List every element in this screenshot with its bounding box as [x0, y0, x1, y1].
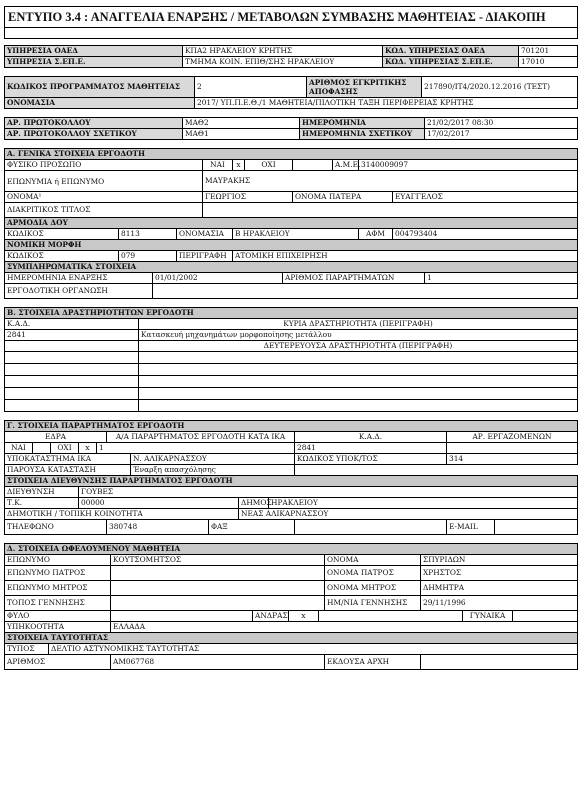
employer-surname-label: ΕΠΩΝΥΜΙΑ ή ΕΠΩΝΥΜΟ [5, 171, 203, 192]
main-activity-label: ΚΥΡΙΑ ΔΡΑΣΤΗΡΙΟΤΗΤΑ (ΠΕΡΙΓΡΑΦΗ) [139, 319, 578, 330]
sub-code-value[interactable]: 314 [447, 454, 578, 465]
father-surname-label: ΕΠΩΝΥΜΟ ΠΑΤΡΟΣ [5, 566, 111, 581]
mother-surname-value[interactable] [111, 581, 325, 596]
app-surname[interactable]: ΚΟΥΤΣΟΜΗΤΣΟΣ [111, 555, 325, 566]
program-code[interactable]: 2 [195, 77, 307, 98]
ika-label: ΥΠΟΚΑΤΑΣΤΗΜΑ ΙΚΑ [5, 454, 131, 465]
program-name[interactable]: 2017/ ΥΠ.Π.Ε.Θ./1 ΜΑΘΗΤΕΙΑ/ΠΙΛΟΤΙΚΗ ΤΑΞΗ ΠΕΡΙΦΕΡΕΙΑΣ ΚΡΗΤΗΣ [195, 98, 578, 109]
sex-label: ΦΥΛΟ [5, 611, 111, 622]
form-page [4, 6, 578, 670]
sub-code-label: ΚΩΔΙΚΟΣ ΥΠΟΚ/ΤΟΣ [295, 454, 447, 465]
branch-kad-label: Κ.Α.Δ. [295, 432, 447, 443]
female-label: ΓΥΝΑΙΚΑ [463, 611, 513, 622]
male-label: ΑΝΔΡΑΣ [253, 611, 289, 622]
org-value[interactable] [153, 284, 578, 299]
id-type-value[interactable]: ΔΕΛΤΙΟ ΑΣΤΥΝΟΜΙΚΗΣ ΤΑΥΤΟΤΗΤΑΣ [49, 644, 578, 655]
kad-label: Κ.Α.Δ. [5, 319, 139, 330]
natural-no-label: ΟΧΙ [245, 160, 293, 171]
protocol-no-label: ΑΡ. ΠΡΩΤΟΚΟΛΛΟΥ [5, 118, 183, 129]
branches-value[interactable]: 1 [425, 273, 578, 284]
id-type-label: ΤΥΠΟΣ [5, 644, 49, 655]
legal-code[interactable]: 079 [119, 251, 177, 262]
protocol-date[interactable]: 21/02/2017 08:30 [425, 118, 578, 129]
legal-form-section-title: ΝΟΜΙΚΗ ΜΟΡΦΗ [5, 240, 578, 251]
doy-code-label: ΚΩΔΙΚΟΣ [5, 229, 119, 240]
employer-table [4, 148, 578, 299]
protocol-rel-date[interactable]: 17/02/2017 [425, 129, 578, 140]
org-label: ΕΡΓΟΔΟΤΙΚΗ ΟΡΓΑΝΩΣΗ [5, 284, 153, 299]
distinct-title-value[interactable] [203, 203, 578, 218]
secondary-kad-2[interactable] [5, 364, 139, 376]
secondary-kad-3[interactable] [5, 376, 139, 388]
distinct-title-label: ΔΙΑΚΡΙΤΙΚΟΣ ΤΙΤΛΟΣ [5, 203, 203, 218]
id-authority-value[interactable] [421, 655, 578, 670]
sex-blank [111, 611, 253, 622]
id-authority-label: ΕΚΔΟΥΣΑ ΑΡΧΗ [325, 655, 421, 670]
father-name-label: ΟΝΟΜΑ ΠΑΤΡΟΣ [325, 566, 421, 581]
mother-name[interactable]: ΔΗΜΗΤΡΑ [421, 581, 578, 596]
status-label: ΠΑΡΟΥΣΑ ΚΑΤΑΣΤΑΣΗ [5, 465, 131, 476]
birthplace-label: ΤΟΠΟΣ ΓΕΝΝΗΣΗΣ [5, 596, 111, 611]
id-section-title: ΣΤΟΙΧΕΙΑ ΤΑΥΤΟΤΗΤΑΣ [5, 633, 578, 644]
service-table [4, 45, 578, 68]
community-label: ΔΗΜΟΤΙΚΗ / ΤΟΠΙΚΗ ΚΟΙΝΟΤΗΤΑ [5, 509, 239, 520]
oaed-value[interactable]: ΚΠΑ2 ΗΡΑΚΛΕΙΟΥ ΚΡΗΤΗΣ [183, 46, 383, 57]
branch-aa-label: Α/Α ΠΑΡΑΡΤΗΜΑΤΟΣ ΕΡΓΟΔΟΤΗ ΚΑΤΑ ΙΚΑ [107, 432, 295, 443]
activities-table [4, 307, 578, 412]
dimos-label: ΔΗΜΟΣ [239, 498, 269, 509]
employer-section-title: Α. ΓΕΝΙΚΑ ΣΤΟΙΧΕΙΑ ΕΡΓΟΔΟΤΗ [5, 149, 578, 160]
natural-person-label: ΦΥΣΙΚΟ ΠΡΟΣΩΠΟ [5, 160, 203, 171]
community-value[interactable]: ΝΕΑΣ ΑΛΙΚΑΡΝΑΣΣΟΥ [239, 509, 578, 520]
legal-descr[interactable]: ΑΤΟΜΙΚΗ ΕΠΙΧΕΙΡΗΣΗ [233, 251, 578, 262]
tk-value[interactable]: 00000 [79, 498, 239, 509]
decision-value[interactable]: 217890/ΙΤ4/2020.12.2016 (ΤΕΣΤ) [422, 77, 578, 98]
mother-surname-label: ΕΠΩΝΥΜΟ ΜΗΤΡΟΣ [5, 581, 111, 596]
father-name[interactable]: ΧΡΗΣΤΟΣ [421, 566, 578, 581]
email-value[interactable] [495, 520, 578, 535]
main-activity-value[interactable]: Κατασκευή μηχανημάτων μορφοποίησης μετάλλου [139, 330, 578, 341]
doy-name[interactable]: Β ΗΡΑΚΛΕΙΟΥ [233, 229, 359, 240]
secondary-kad-4[interactable] [5, 388, 139, 400]
kad-value[interactable]: 2841 [5, 330, 139, 341]
secondary-descr-4[interactable] [139, 388, 578, 400]
title-spacer [4, 28, 578, 39]
email-label: E-MAIL [447, 520, 495, 535]
protocol-no[interactable]: ΜΑΘ2 [183, 118, 300, 129]
branch-section-title: Γ. ΣΤΟΙΧΕΙΑ ΠΑΡΑΡΤΗΜΑΤΟΣ ΕΡΓΟΔΟΤΗ [5, 421, 578, 432]
start-date-label: ΗΜΕΡΟΜΗΝΙΑ ΕΝΑΡΞΗΣ [5, 273, 153, 284]
extra-section-title: ΣΥΜΠΛΗΡΩΜΑΤΙΚΑ ΣΤΟΙΧΕΙΑ [5, 262, 578, 273]
secondary-activity-label: ΔΕΥΤΕΡΕΥΟΥΣΑ ΔΡΑΣΤΗΡΙΟΤΗΤΑ (ΠΕΡΙΓΡΑΦΗ) [139, 341, 578, 352]
app-name[interactable]: ΣΠΥΡΙΔΩΝ [421, 555, 578, 566]
doy-name-label: ΟΝΟΜΑΣΙΑ [177, 229, 233, 240]
decision-label: ΑΡΙΘΜΟΣ ΕΓΚΡΙΤΙΚΗΣ ΑΠΟΦΑΣΗΣ [307, 77, 422, 98]
birthdate-label: ΗΜ/ΝΙΑ ΓΕΝΝΗΣΗΣ [325, 596, 421, 611]
program-name-label: ΟΝΟΜΑΣΙΑ [5, 98, 195, 109]
doy-section-title: ΑΡΜΟΔΙΑ ΔΟΥ [5, 218, 578, 229]
seat-yes-checkbox[interactable] [33, 443, 51, 454]
sepe-code[interactable]: 17010 [519, 57, 578, 68]
sex-blank-2 [319, 611, 463, 622]
branch-kad[interactable]: 2841 [295, 443, 447, 454]
secondary-descr-1[interactable] [139, 352, 578, 364]
secondary-descr-3[interactable] [139, 376, 578, 388]
status-blank [295, 465, 578, 476]
apprentice-section-title: Δ. ΣΤΟΙΧΕΙΑ ΩΦΕΛΟΥΜΕΝΟΥ ΜΑΘΗΤΕΙΑ [5, 544, 578, 555]
protocol-rel-date-label: ΗΜΕΡΟΜΗΝΙΑ ΣΧΕΤΙΚΟΥ [300, 129, 425, 140]
legal-code-label: ΚΩΔΙΚΟΣ [5, 251, 119, 262]
nationality-label: ΥΠΗΚΟΟΤΗΤΑ [5, 622, 111, 633]
secondary-kad-5[interactable] [5, 400, 139, 412]
mother-name-label: ΟΝΟΜΑ ΜΗΤΡΟΣ [325, 581, 421, 596]
secondary-kad-1[interactable] [5, 352, 139, 364]
afm-value[interactable]: 004793404 [393, 229, 578, 240]
employer-father-label: ΟΝΟΜΑ ΠΑΤΕΡΑ [293, 192, 393, 203]
protocol-table [4, 117, 578, 140]
address-section-title: ΣΤΟΙΧΕΙΑ ΔΙΕΥΘΥΝΣΗΣ ΠΑΡΑΡΤΗΜΑΤΟΣ ΕΡΓΟΔΟΤΗ [5, 476, 578, 487]
female-checkbox[interactable] [513, 611, 578, 622]
address-value[interactable]: ΓΟΥΒΕΣ [79, 487, 578, 498]
id-number-label: ΑΡΙΘΜΟΣ [5, 655, 111, 670]
oaed-label: ΥΠΗΡΕΣΙΑ ΟΑΕΔ [5, 46, 183, 57]
secondary-descr-2[interactable] [139, 364, 578, 376]
branch-table [4, 420, 578, 535]
oaed-code[interactable]: 701201 [519, 46, 578, 57]
start-date[interactable]: 01/01/2002 [153, 273, 283, 284]
employer-name[interactable]: ΓΕΩΡΓΙΟΣ [203, 192, 293, 203]
phone-label: ΤΗΛΕΦΩΝΟ [5, 520, 107, 535]
legal-descr-label: ΠΕΡΙΓΡΑΦΗ [177, 251, 233, 262]
oaed-code-label: ΚΩΔ. ΥΠΗΡΕΣΙΑΣ ΟΑΕΔ [383, 46, 519, 57]
sepe-value[interactable]: ΤΜΗΜΑ ΚΟΙΝ. ΕΠΙΘ/ΣΗΣ ΗΡΑΚΛΕΙΟΥ [183, 57, 383, 68]
secondary-kad-header [5, 341, 139, 352]
id-number-value[interactable]: ΑΜ067768 [111, 655, 325, 670]
employer-surname[interactable]: ΜΑΥΡΑΚΗΣ [203, 171, 578, 192]
activities-section-title: Β. ΣΤΟΙΧΕΙΑ ΔΡΑΣΤΗΡΙΟΤΗΤΩΝ ΕΡΓΟΔΟΤΗ [5, 308, 578, 319]
father-surname-value[interactable] [111, 566, 325, 581]
seat-no-checkbox[interactable]: x [79, 443, 97, 454]
phone-value[interactable]: 380748 [107, 520, 209, 535]
form-title: ΕΝΤΥΠΟ 3.4 : ΑΝΑΓΓΕΛΙΑ ΕΝΑΡΞΗΣ / ΜΕΤΑΒΟΛΩΝ ΣΥΜΒΑΣΗΣ ΜΑΘΗΤΕΙΑΣ - ΔΙΑΚΟΠΗ [4, 6, 578, 28]
male-checkbox[interactable]: x [289, 611, 319, 622]
protocol-date-label: ΗΜΕΡΟΜΗΝΙΑ [300, 118, 425, 129]
status-value[interactable]: Έναρξη απασχόλησης [131, 465, 295, 476]
employees-label: ΑΡ. ΕΡΓΑΖΟΜΕΝΩΝ [447, 432, 578, 443]
birthdate-value[interactable]: 29/11/1996 [421, 596, 578, 611]
app-name-label: ΟΝΟΜΑ [325, 555, 421, 566]
tk-label: Τ.Κ. [5, 498, 79, 509]
ika-value[interactable]: Ν. ΑΛΙΚΑΡΝΑΣΣΟΥ [131, 454, 295, 465]
afm-label: ΑΦΜ [359, 229, 393, 240]
fax-label: ΦΑΞ [209, 520, 295, 535]
address-label: ΔΙΕΥΘΥΝΣΗ [5, 487, 79, 498]
apprentice-table [4, 543, 578, 670]
secondary-descr-5[interactable] [139, 400, 578, 412]
sepe-label: ΥΠΗΡΕΣΙΑ Σ.ΕΠ.Ε. [5, 57, 183, 68]
seat-label: ΕΔΡΑ [5, 432, 107, 443]
ame-value[interactable]: 3140009097 [359, 160, 578, 171]
seat-no-label: ΟΧΙ [51, 443, 79, 454]
dimos-value[interactable]: ΗΡΑΚΛΕΙΟΥ [269, 498, 578, 509]
employer-name-label: ΟΝΟΜΑ¹ [5, 192, 203, 203]
natural-yes-checkbox[interactable]: x [233, 160, 245, 171]
sepe-code-label: ΚΩΔ. ΥΠΗΡΕΣΙΑΣ Σ.ΕΠ.Ε. [383, 57, 519, 68]
branch-aa[interactable]: 1 [97, 443, 295, 454]
seat-yes-label: ΝΑΙ [5, 443, 33, 454]
natural-yes-label: ΝΑΙ [203, 160, 233, 171]
program-code-label: ΚΩΔΙΚΟΣ ΠΡΟΓΡΑΜΜΑΤΟΣ ΜΑΘΗΤΕΙΑΣ [5, 77, 195, 98]
ame-label: Α.Μ.Ε. [333, 160, 359, 171]
birthplace-value[interactable] [111, 596, 325, 611]
fax-value[interactable] [295, 520, 447, 535]
protocol-rel[interactable]: ΜΑΘ1 [183, 129, 300, 140]
program-table [4, 76, 578, 109]
doy-code[interactable]: 8113 [119, 229, 177, 240]
app-surname-label: ΕΠΩΝΥΜΟ [5, 555, 111, 566]
protocol-rel-label: ΑΡ. ΠΡΩΤΟΚΟΛΛΟΥ ΣΧΕΤΙΚΟΥ [5, 129, 183, 140]
natural-no-checkbox[interactable] [293, 160, 333, 171]
nationality-value[interactable]: ΕΛΛΑΔΑ [111, 622, 578, 633]
employer-father[interactable]: ΕΥΑΓΓΕΛΟΣ [393, 192, 578, 203]
employees-value[interactable] [447, 443, 578, 454]
branches-label: ΑΡΙΘΜΟΣ ΠΑΡΑΡΤΗΜΑΤΩΝ [283, 273, 425, 284]
